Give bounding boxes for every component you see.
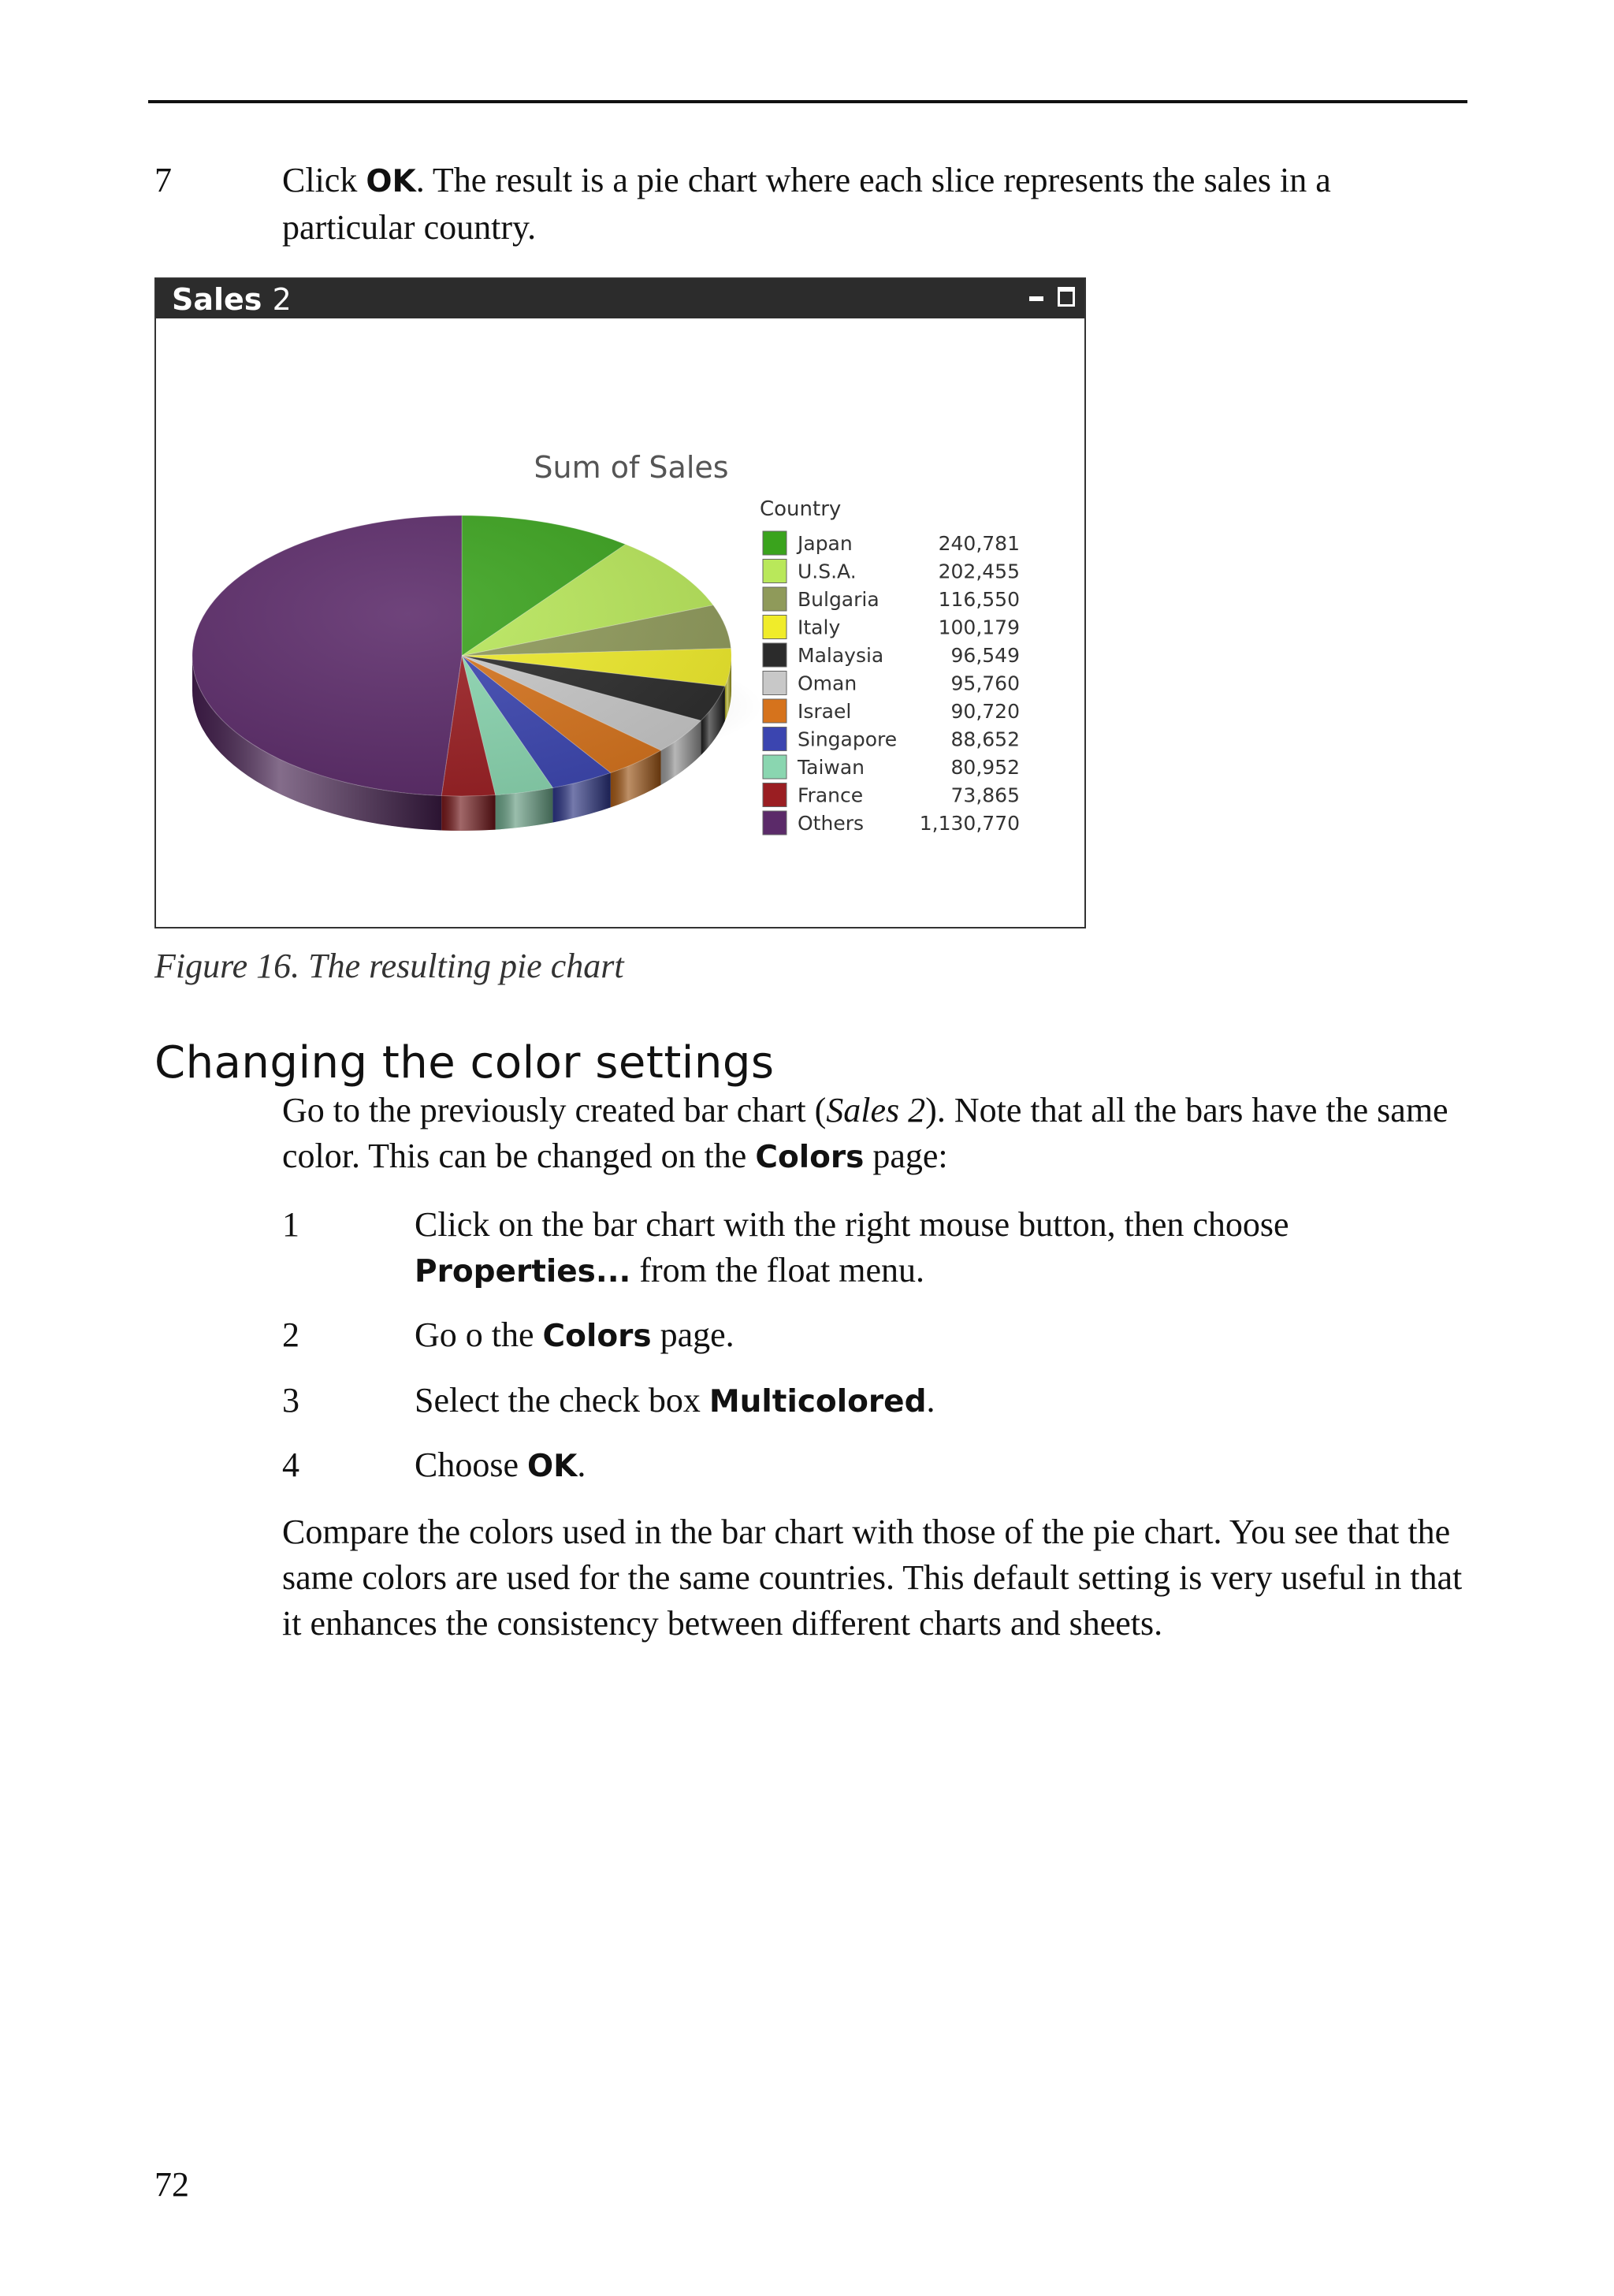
- step-1-text: Click on the bar chart with the right mouse button, then choose Properties... from the float menu.: [415, 1205, 1289, 1289]
- chart-title: Sum of Sales: [534, 450, 729, 485]
- section-heading: Changing the color settings: [154, 1037, 775, 1088]
- step-2-number: 2: [282, 1315, 299, 1354]
- legend-swatch-israel: [763, 699, 787, 723]
- page-number: 72: [154, 2165, 189, 2204]
- step-7-number: 7: [154, 161, 172, 199]
- pie-side-shade: [441, 795, 495, 831]
- legend-swatch-japan: [763, 531, 787, 555]
- legend-value-singapore: 88,652: [950, 728, 1020, 751]
- legend-value-taiwan: 80,952: [950, 756, 1020, 779]
- step-2-text: Go o the Colors page.: [415, 1315, 734, 1354]
- step-1-number: 1: [282, 1205, 299, 1244]
- minimize-icon[interactable]: [1029, 296, 1043, 301]
- legend-label-oman: Oman: [798, 672, 857, 695]
- legend-label-israel: Israel: [798, 700, 852, 723]
- step-3-text: Select the check box Multicolored.: [415, 1381, 935, 1420]
- step-7-text: [282, 158, 1464, 251]
- legend-label-bulgaria: Bulgaria: [798, 588, 880, 611]
- pie-chart[interactable]: [156, 318, 1084, 927]
- compare-paragraph: Compare the colors used in the bar chart with those of the pie chart. You see that the same colors are used for the same countries. This default setting is very useful in that it enhances the consistency between different charts and sheets.: [282, 1513, 1463, 1643]
- intro-paragraph: Go to the previously created bar chart (Sales 2). Note that all the bars have the same color. This can be changed on the Colors page:: [282, 1091, 1449, 1175]
- legend-swatch-others: [763, 811, 787, 835]
- step-4-number: 4: [282, 1446, 299, 1484]
- legend-value-israel: 90,720: [950, 700, 1020, 723]
- legend-swatch-oman: [763, 672, 787, 695]
- header-rule: [148, 100, 1467, 103]
- sales-chart-window[interactable]: [154, 277, 1086, 928]
- legend-value-others: 1,130,770: [919, 812, 1020, 835]
- legend-label-singapore: Singapore: [798, 728, 898, 751]
- legend-swatch-usa: [763, 560, 787, 583]
- maximize-icon[interactable]: [1058, 287, 1075, 307]
- legend-value-bulgaria: 116,550: [938, 588, 1020, 611]
- legend-label-taiwan: Taiwan: [798, 756, 865, 779]
- legend-label-usa: U.S.A.: [798, 560, 857, 583]
- legend-value-usa: 202,455: [938, 560, 1020, 583]
- legend-value-france: 73,865: [950, 783, 1020, 807]
- legend-swatch-france: [763, 783, 787, 807]
- legend-value-oman: 95,760: [950, 672, 1020, 695]
- legend-label-malaysia: Malaysia: [798, 644, 884, 667]
- window-title: Sales 2: [172, 282, 292, 317]
- step-4-text: Choose OK.: [415, 1446, 586, 1484]
- step-3-number: 3: [282, 1381, 299, 1420]
- chart-legend: [763, 531, 1020, 835]
- legend-swatch-bulgaria: [763, 587, 787, 611]
- pie-slices: [192, 515, 763, 831]
- figure-caption: Figure 16. The resulting pie chart: [154, 947, 624, 985]
- legend-swatch-singapore: [763, 728, 787, 751]
- pie-top-shade: [192, 515, 731, 796]
- window-titlebar[interactable]: [156, 279, 1084, 318]
- legend-value-japan: 240,781: [938, 532, 1020, 555]
- legend-label-others: Others: [798, 812, 865, 835]
- step-7-pre: Click: [282, 161, 366, 199]
- legend-title: Country: [760, 497, 842, 521]
- legend-label-japan: Japan: [798, 532, 853, 555]
- legend-swatch-italy: [763, 616, 787, 639]
- legend-label-france: France: [798, 783, 864, 807]
- legend-swatch-taiwan: [763, 755, 787, 779]
- legend-value-malaysia: 96,549: [950, 644, 1020, 667]
- step-7-ok: OK: [366, 164, 416, 199]
- legend-value-italy: 100,179: [938, 616, 1020, 639]
- legend-label-italy: Italy: [798, 616, 841, 639]
- step-7-post: . The result is a pie chart where each slice represents the sales in a particular country.: [282, 161, 1331, 247]
- legend-swatch-malaysia: [763, 643, 787, 667]
